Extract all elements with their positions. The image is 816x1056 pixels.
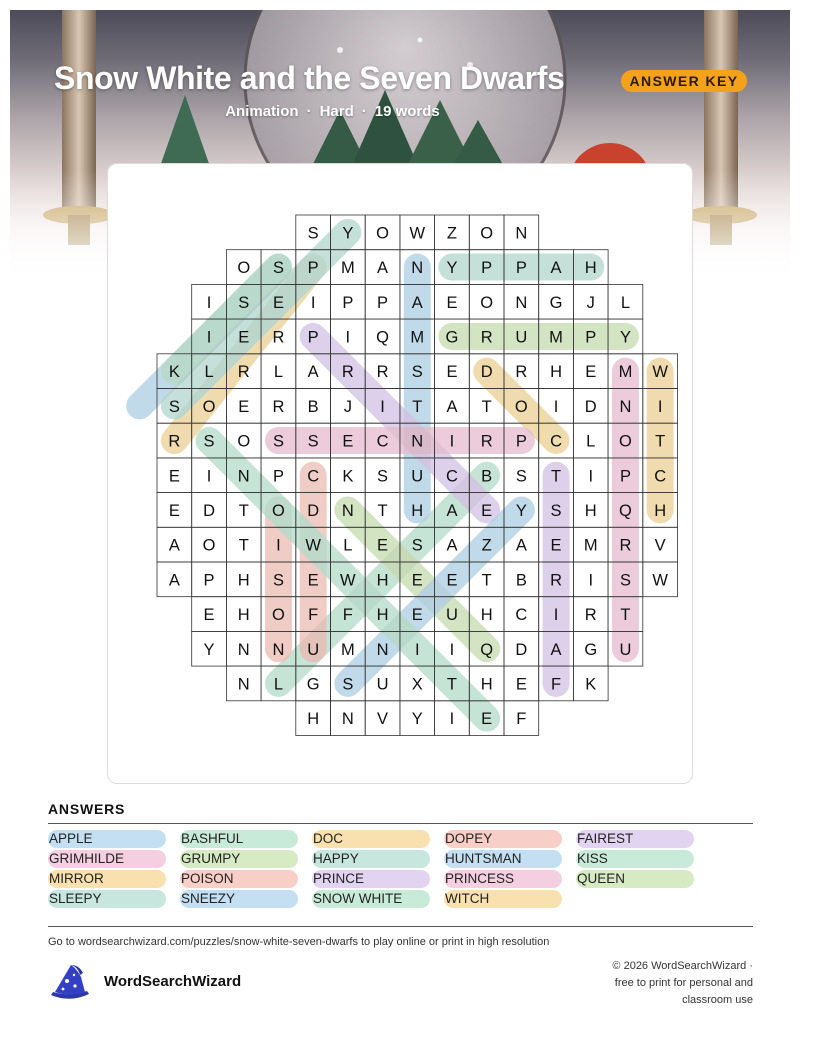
grid-letter: E (342, 432, 354, 451)
grid-letter: F (516, 710, 527, 729)
grid-letter: I (276, 536, 281, 555)
grid-letter: U (411, 467, 424, 486)
grid-letter: S (515, 467, 527, 486)
grid-cell (504, 597, 539, 632)
grid-letter: O (514, 397, 528, 416)
grid-letter: I (449, 710, 455, 729)
grid-letter: P (307, 259, 319, 278)
grid-letter: E (411, 606, 423, 625)
answer-item: PRINCE (312, 870, 430, 888)
grid-letter: N (272, 640, 285, 659)
grid-letter: R (584, 606, 597, 625)
grid-cell (435, 215, 470, 250)
grid-letter: C (515, 606, 528, 625)
grid-letter: V (654, 536, 666, 555)
grid-letter: A (411, 293, 423, 312)
grid-letter: I (657, 397, 663, 416)
grid-letter: S (411, 536, 423, 555)
grid-letter: O (480, 293, 494, 312)
grid-cell (365, 319, 400, 354)
grid-letter: A (446, 397, 458, 416)
copyright-text (553, 958, 753, 1009)
grid-letter: B (515, 571, 527, 590)
grid-letter: S (619, 571, 631, 590)
grid-letter: I (553, 397, 559, 416)
grid-cell (435, 354, 470, 389)
category-label: Animation (225, 103, 299, 120)
grid-letter: E (446, 571, 458, 590)
grid-letter: I (449, 432, 455, 451)
grid-letter: I (345, 328, 351, 347)
grid-cell (157, 458, 192, 493)
grid-letter: S (203, 432, 215, 451)
grid-letter: E (481, 501, 493, 520)
grid-letter: T (446, 675, 457, 694)
answer-item: PRINCESS (444, 870, 562, 888)
answers-heading: ANSWERS (48, 801, 126, 817)
grid-letter: Y (411, 710, 423, 729)
grid-letter: I (310, 293, 316, 312)
grid-letter: Z (446, 224, 457, 243)
grid-letter: O (480, 224, 494, 243)
grid-cell (573, 354, 608, 389)
grid-cell (469, 215, 504, 250)
grid-cell (643, 562, 678, 597)
grid-letter: S (272, 259, 284, 278)
grid-letter: H (584, 501, 597, 520)
grid-letter: N (411, 432, 424, 451)
grid-letter: R (376, 363, 389, 382)
grid-letter: N (619, 397, 632, 416)
grid-letter: E (307, 571, 319, 590)
grid-letter: G (306, 675, 320, 694)
grid-letter: R (619, 536, 632, 555)
grid-letter: D (515, 640, 528, 659)
grid-cell (365, 458, 400, 493)
grid-cell (400, 215, 435, 250)
answer-item: FAIREST (576, 830, 694, 848)
grid-letter: L (620, 293, 631, 312)
grid-letter: R (272, 397, 285, 416)
grid-letter: I (553, 606, 559, 625)
answer-item: SNOW WHITE (312, 890, 430, 908)
grid-letter: I (449, 640, 455, 659)
grid-cell (504, 562, 539, 597)
grid-letter: M (549, 328, 563, 347)
grid-letter: G (549, 293, 563, 312)
meta-separator: · (306, 103, 312, 120)
grid-cell (504, 215, 539, 250)
grid-cell (192, 597, 227, 632)
grid-letter: I (206, 328, 212, 347)
grid-letter: T (481, 571, 492, 590)
grid-letter: P (203, 571, 215, 590)
grid-cell (573, 389, 608, 424)
grid-letter: W (652, 571, 668, 590)
grid-letter: W (340, 571, 356, 590)
grid-letter: L (204, 363, 214, 382)
copyright-line: © 2026 WordSearchWizard · (612, 960, 753, 972)
grid-letter: O (237, 432, 251, 451)
difficulty-label: Hard (319, 103, 354, 120)
grid-letter: H (550, 363, 563, 382)
grid-letter: S (377, 467, 389, 486)
grid-letter: D (203, 501, 216, 520)
grid-letter: T (551, 467, 562, 486)
grid-letter: P (481, 259, 493, 278)
meta-separator: · (361, 103, 367, 120)
grid-letter: E (446, 293, 458, 312)
grid-cell (226, 597, 261, 632)
grid-cell (296, 389, 331, 424)
grid-cell (504, 666, 539, 701)
grid-cell (192, 562, 227, 597)
grid-letter: E (585, 363, 597, 382)
grid-letter: I (588, 467, 594, 486)
grid-letter: A (168, 536, 180, 555)
grid-cell (573, 666, 608, 701)
grid-letter: P (377, 293, 389, 312)
grid-letter: E (168, 467, 180, 486)
grid-letter: L (273, 363, 284, 382)
grid-letter: S (411, 363, 423, 382)
grid-letter: H (584, 259, 597, 278)
grid-letter: O (272, 606, 285, 625)
grid-letter: N (376, 640, 389, 659)
grid-letter: Y (619, 328, 631, 347)
grid-cell (504, 458, 539, 493)
grid-letter: F (342, 606, 353, 625)
answers-divider (48, 823, 753, 824)
grid-letter: E (411, 571, 423, 590)
grid-letter: E (168, 501, 180, 520)
grid-letter: I (380, 397, 385, 416)
grid-letter: A (515, 536, 527, 555)
grid-cell (573, 493, 608, 528)
grid-letter: R (341, 363, 354, 382)
grid-letter: Q (480, 640, 494, 659)
brand-name: WordSearchWizard (104, 973, 242, 990)
grid-letter: R (237, 363, 250, 382)
grid-letter: I (414, 640, 420, 659)
grid-letter: B (481, 467, 493, 486)
answers-list (48, 830, 753, 914)
grid-letter: P (515, 259, 527, 278)
grid-letter: E (272, 293, 284, 312)
grid-letter: R (480, 328, 493, 347)
grid-cell (226, 666, 261, 701)
grid-cell (573, 631, 608, 666)
footer-url-text: Go to wordsearchwizard.com/puzzles/snow-white-seven-dwarfs to play online or print in high resolution (48, 936, 550, 948)
answer-item: BASHFUL (180, 830, 298, 848)
grid-letter: U (376, 675, 389, 694)
grid-letter: L (343, 536, 353, 555)
grid-letter: G (584, 640, 598, 659)
answer-item: DOC (312, 830, 430, 848)
grid-letter: L (273, 675, 284, 694)
grid-cell (365, 215, 400, 250)
grid-cell (192, 527, 227, 562)
answer-item: GRIMHILDE (48, 850, 166, 868)
grid-cell (296, 701, 331, 736)
grid-letter: T (238, 536, 249, 555)
grid-letter: O (202, 397, 216, 416)
grid-letter: X (411, 675, 423, 694)
answer-item: SLEEPY (48, 890, 166, 908)
grid-letter: R (168, 432, 181, 451)
grid-cell (400, 701, 435, 736)
grid-letter: S (342, 675, 354, 694)
grid-letter: S (272, 432, 284, 451)
grid-letter: A (446, 536, 458, 555)
grid-letter: S (307, 224, 319, 243)
grid-letter: H (376, 606, 389, 625)
grid-cell (608, 284, 643, 319)
grid-letter: E (446, 363, 458, 382)
grid-cell (643, 527, 678, 562)
grid-letter: Y (515, 501, 527, 520)
grid-letter: S (168, 397, 180, 416)
word-count-label: 19 words (374, 103, 440, 120)
grid-letter: N (515, 224, 528, 243)
grid-letter: Y (446, 259, 458, 278)
grid-letter: Z (481, 536, 492, 555)
grid-cell (157, 493, 192, 528)
grid-letter: O (619, 432, 632, 451)
grid-letter: D (584, 397, 597, 416)
grid-letter: F (308, 606, 319, 625)
grid-letter: Q (376, 328, 389, 347)
answer-item: HUNTSMAN (444, 850, 562, 868)
grid-letter: E (238, 397, 250, 416)
grid-letter: A (550, 259, 562, 278)
grid-letter: E (515, 675, 527, 694)
grid-letter: P (272, 467, 284, 486)
grid-letter: T (620, 606, 631, 625)
grid-letter: N (411, 259, 424, 278)
grid-letter: R (550, 571, 563, 590)
grid-letter: Y (203, 640, 215, 659)
grid-letter: U (515, 328, 528, 347)
grid-cell (504, 701, 539, 736)
grid-letter: E (481, 710, 493, 729)
grid-letter: P (342, 293, 354, 312)
grid-letter: S (238, 293, 250, 312)
grid-letter: D (307, 501, 320, 520)
grid-letter: M (410, 328, 425, 347)
grid-letter: E (238, 328, 250, 347)
grid-letter: U (619, 640, 632, 659)
grid-letter: S (272, 571, 284, 590)
wizard-hat-icon (47, 963, 93, 1003)
grid-letter: A (446, 501, 458, 520)
grid-cell (365, 284, 400, 319)
grid-letter: I (588, 571, 594, 590)
grid-letter: H (307, 710, 320, 729)
grid-cell (331, 284, 366, 319)
word-search-grid (108, 164, 694, 785)
answer-item: KISS (576, 850, 694, 868)
grid-cell (331, 701, 366, 736)
grid-letter: R (272, 328, 285, 347)
grid-letter: N (237, 675, 250, 694)
grid-letter: U (445, 606, 458, 625)
grid-cell (226, 527, 261, 562)
grid-cell (435, 284, 470, 319)
grid-letter: W (409, 224, 426, 243)
grid-cell (365, 250, 400, 285)
grid-cell (192, 493, 227, 528)
puzzle-card (107, 163, 693, 784)
grid-cell (192, 631, 227, 666)
grid-letter: R (480, 432, 493, 451)
grid-letter: M (618, 363, 633, 382)
grid-letter: O (272, 501, 285, 520)
grid-letter: A (168, 571, 180, 590)
grid-letter: E (377, 536, 389, 555)
grid-letter: E (203, 606, 215, 625)
grid-letter: M (340, 259, 355, 278)
grid-letter: H (654, 501, 667, 520)
grid-letter: N (341, 501, 354, 520)
answer-item: POISON (180, 870, 298, 888)
grid-letter: U (307, 640, 320, 659)
grid-letter: O (376, 224, 389, 243)
grid-cell (365, 701, 400, 736)
grid-letter: C (654, 467, 667, 486)
page-title: Snow White and the Seven Dwarfs (54, 60, 565, 96)
grid-letter: G (445, 328, 459, 347)
grid-letter: W (305, 536, 321, 555)
grid-cell (157, 527, 192, 562)
grid-letter: C (376, 432, 389, 451)
answer-item: WITCH (444, 890, 562, 908)
grid-letter: H (237, 571, 250, 590)
grid-letter: I (206, 293, 212, 312)
grid-letter: H (376, 571, 389, 590)
grid-letter: C (307, 467, 320, 486)
grid-letter: P (307, 328, 319, 347)
grid-cell (504, 631, 539, 666)
grid-letter: W (652, 363, 668, 382)
grid-cell (226, 562, 261, 597)
grid-cell (226, 389, 261, 424)
grid-letter: H (480, 675, 493, 694)
grid-cell (573, 284, 608, 319)
grid-cell (539, 354, 574, 389)
grid-cell (573, 527, 608, 562)
answer-item: APPLE (48, 830, 166, 848)
grid-cell (573, 562, 608, 597)
grid-letter: H (237, 606, 250, 625)
copyright-line: free to print for personal and (614, 977, 753, 989)
answer-item: QUEEN (576, 870, 694, 888)
grid-letter: H (411, 501, 424, 520)
grid-letter: N (237, 467, 250, 486)
answer-item: HAPPY (312, 850, 430, 868)
grid-letter: T (377, 501, 388, 520)
grid-letter: O (237, 259, 251, 278)
answer-item: MIRROR (48, 870, 166, 888)
grid-letter: I (206, 467, 212, 486)
grid-cell (157, 562, 192, 597)
grid-letter: P (585, 328, 597, 347)
grid-letter: J (343, 397, 352, 416)
grid-letter: E (550, 536, 562, 555)
grid-letter: M (340, 640, 355, 659)
puzzle-meta (10, 103, 655, 120)
grid-cell (261, 354, 296, 389)
grid-cell (435, 389, 470, 424)
grid-letter: M (583, 536, 598, 555)
grid-letter: Y (342, 224, 354, 243)
grid-letter: T (238, 501, 249, 520)
grid-letter: L (586, 432, 596, 451)
grid-letter: A (550, 640, 562, 659)
grid-cell (573, 423, 608, 458)
answer-item: DOPEY (444, 830, 562, 848)
grid-letter: K (168, 363, 180, 382)
grid-letter: A (377, 259, 389, 278)
grid-letter: R (515, 363, 528, 382)
grid-letter: B (307, 397, 319, 416)
grid-letter: N (515, 293, 528, 312)
grid-letter: P (515, 432, 527, 451)
grid-cell (539, 284, 574, 319)
grid-letter: S (550, 501, 562, 520)
copyright-line: classroom use (682, 994, 753, 1006)
grid-letter: T (412, 397, 423, 416)
grid-letter: K (342, 467, 354, 486)
grid-cell (261, 389, 296, 424)
grid-letter: F (551, 675, 562, 694)
grid-letter: Q (619, 501, 632, 520)
answer-item: SNEEZY (180, 890, 298, 908)
grid-letter: C (445, 467, 458, 486)
grid-cell (469, 284, 504, 319)
grid-letter: O (202, 536, 216, 555)
grid-letter: S (307, 432, 319, 451)
grid-cell (226, 631, 261, 666)
grid-letter: N (237, 640, 250, 659)
grid-letter: A (307, 363, 319, 382)
grid-letter: J (586, 293, 595, 312)
grid-cell (504, 284, 539, 319)
answer-key-badge: ANSWER KEY (621, 70, 747, 92)
footer-divider (48, 926, 753, 927)
grid-cell (573, 458, 608, 493)
grid-letter: P (619, 467, 631, 486)
grid-letter: K (585, 675, 597, 694)
grid-letter: C (550, 432, 563, 451)
grid-cell (331, 458, 366, 493)
answer-item: GRUMPY (180, 850, 298, 868)
grid-letter: V (377, 710, 389, 729)
grid-cell (573, 597, 608, 632)
grid-letter: N (341, 710, 354, 729)
grid-letter: H (480, 606, 493, 625)
grid-letter: D (480, 363, 493, 382)
grid-letter: T (481, 397, 492, 416)
grid-letter: T (655, 432, 666, 451)
